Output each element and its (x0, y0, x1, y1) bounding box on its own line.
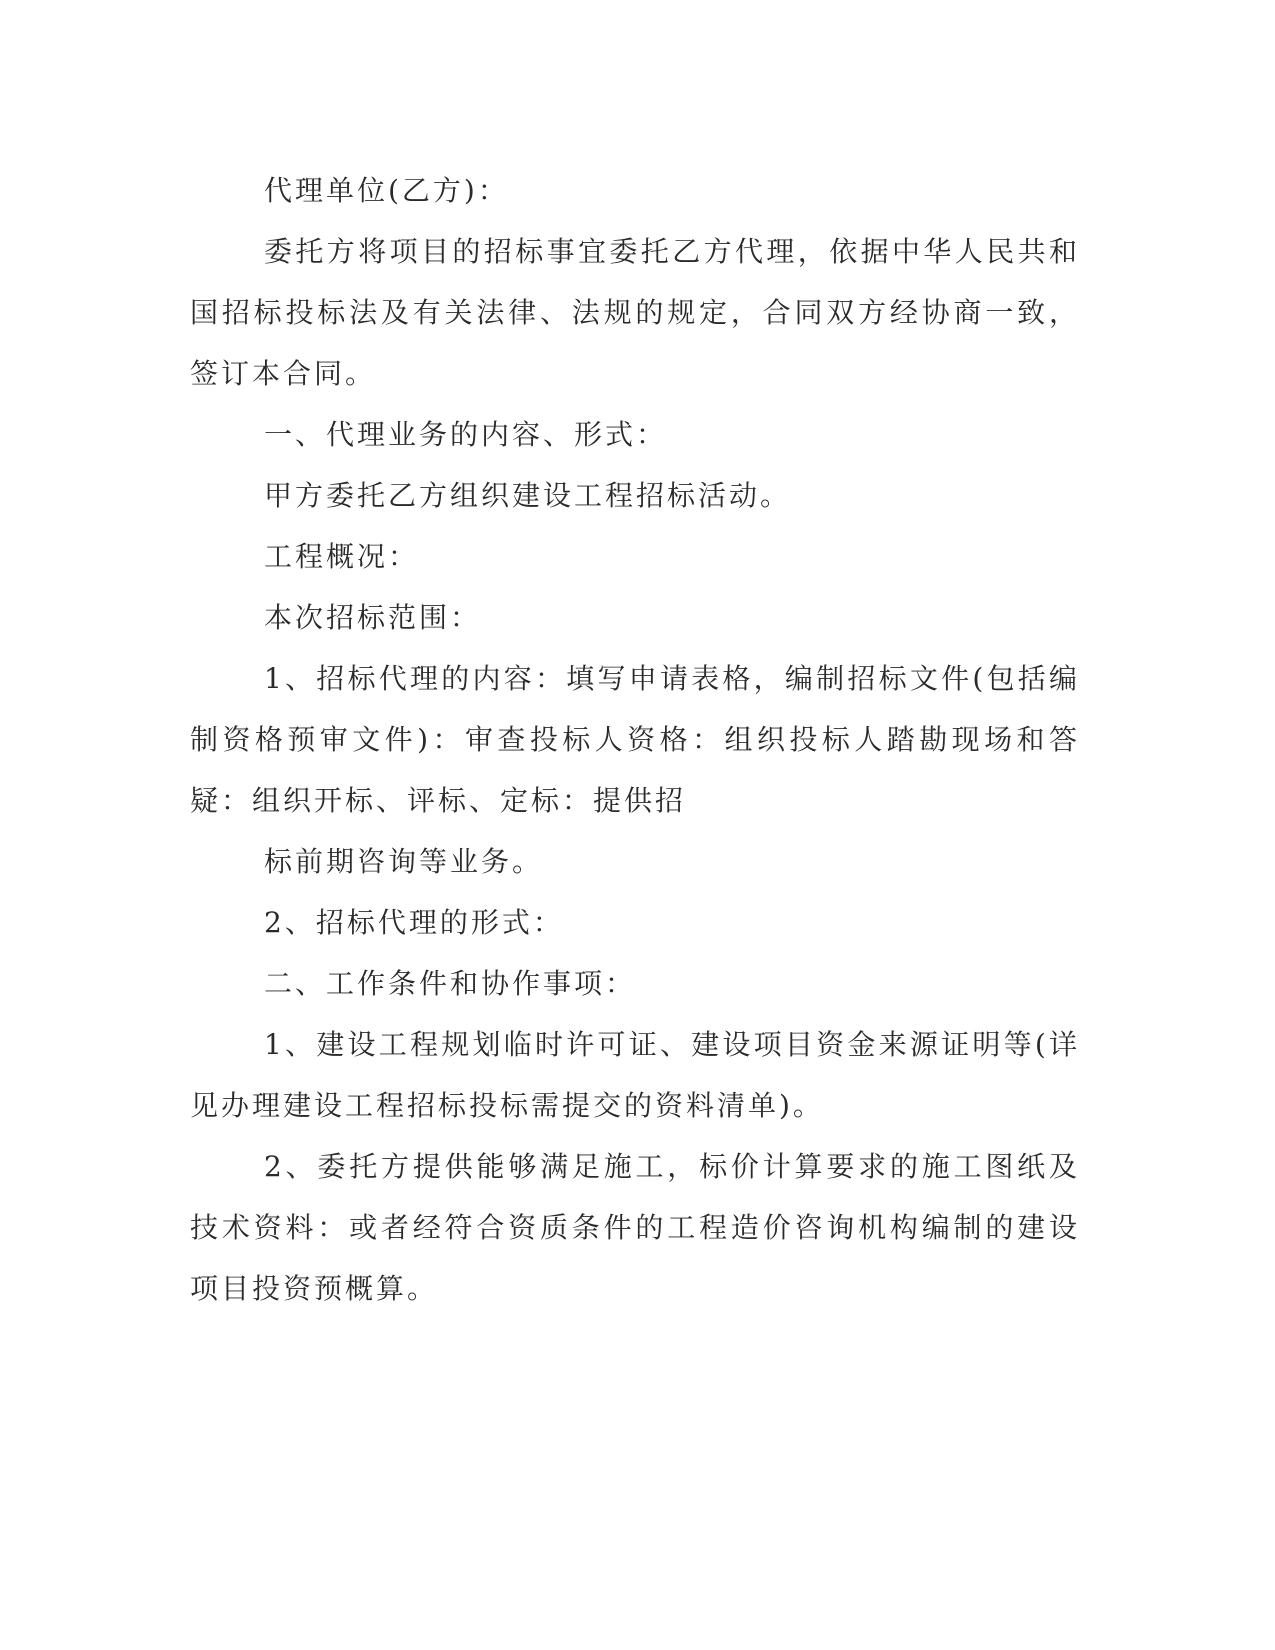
paragraph-condition-1: 1、建设工程规划临时许可证、建设项目资金来源证明等(详见办理建设工程招标投标需提交的资料清单)。 (190, 1028, 1080, 1122)
section-heading-1: 一、代理业务的内容、形式： (264, 418, 668, 451)
paragraph-bidding-scope: 本次招标范围： (264, 601, 482, 634)
document-body (190, 160, 1080, 1319)
section-heading-2: 二、工作条件和协作事项： (264, 967, 637, 1000)
paragraph-agent-party: 代理单位(乙方)： (264, 174, 509, 207)
paragraph-agency-content-cont: 标前期咨询等业务。 (264, 845, 544, 878)
paragraph-condition-2: 2、委托方提供能够满足施工，标价计算要求的施工图纸及技术资料：或者经符合资质条件的工程造价咨询机构编制的建设项目投资预概算。 (190, 1150, 1080, 1305)
paragraph-agency-form: 2、招标代理的形式： (264, 906, 564, 939)
paragraph-project-overview: 工程概况： (264, 540, 420, 573)
paragraph-agency-content: 1、招标代理的内容：填写申请表格，编制招标文件(包括编制资格预审文件)：审查投标人资格：组织投标人踏勘现场和答疑：组织开标、评标、定标：提供招 (190, 662, 1080, 817)
paragraph-entrustment: 甲方委托乙方组织建设工程招标活动。 (264, 479, 792, 512)
paragraph-preamble: 委托方将项目的招标事宜委托乙方代理，依据中华人民共和国招标投标法及有关法律、法规的规定，合同双方经协商一致，签订本合同。 (190, 235, 1080, 390)
